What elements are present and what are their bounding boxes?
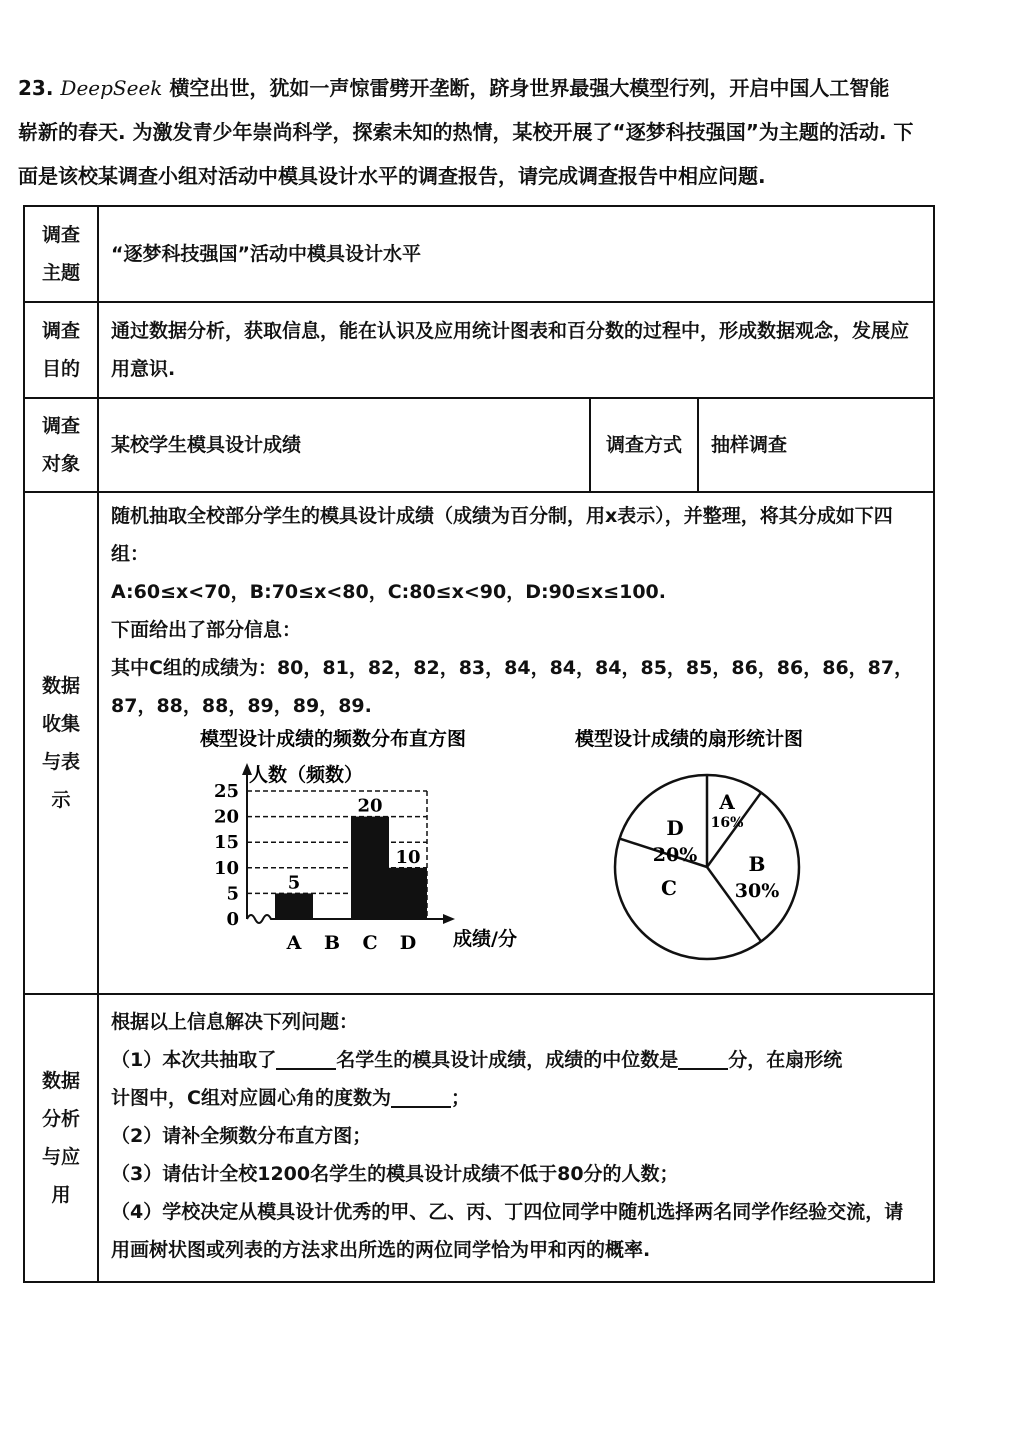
data-label: 数据 收集 与表 示	[24, 492, 98, 994]
intro-line-1	[18, 66, 948, 110]
y-tick-label: 15	[213, 832, 239, 854]
purpose-label: 调查 目的	[24, 302, 98, 398]
pie-slice-percent: 16%	[710, 815, 744, 831]
answer-blank-median[interactable]	[678, 1048, 728, 1070]
question-intro-line: 根据以上信息解决下列问题：	[111, 1011, 359, 1033]
histogram-x-label: 成绩/分	[453, 928, 517, 950]
object-label: 调查 对象	[24, 398, 98, 492]
data-line-3: 下面给出了部分信息：	[111, 619, 302, 641]
x-category-label: A	[286, 932, 302, 954]
data-groups: A:60≤x<70，B:70≤x<80，C:80≤x<90，D:90≤x≤100.	[111, 581, 666, 603]
histogram-y-label: 人数（频数）	[249, 764, 364, 786]
analysis-label: 数据 分析 与应 用	[24, 994, 98, 1282]
x-category-label: C	[362, 932, 378, 954]
row-topic	[24, 206, 934, 302]
pie-slice-label: C	[661, 876, 677, 900]
row-data	[24, 492, 934, 994]
question-1: （1）本次共抽取了 名学生的模具设计成绩，成绩的中位数是 分，在扇形统	[111, 1049, 843, 1071]
data-content	[98, 492, 934, 994]
bar-value-label: 20	[357, 795, 383, 817]
question-1-cont: 计图中，C组对应圆心角的度数为 ；	[111, 1087, 470, 1109]
row-purpose	[24, 302, 934, 398]
object-value: 某校学生模具设计成绩	[98, 398, 590, 492]
question-2: （2）请补全频数分布直方图；	[111, 1125, 372, 1147]
pie-slice-label: B	[748, 852, 766, 876]
pie-title: 模型设计成绩的扇形统计图	[574, 728, 804, 750]
topic-label: 调查 主题	[24, 206, 98, 302]
pie-slice-percent: 30%	[734, 880, 780, 902]
intro-line-3: 面是该校某调查小组对活动中模具设计水平的调查报告，请完成调查报告中相应问题.	[18, 164, 766, 188]
pie-slice-label: A	[719, 790, 735, 814]
axis-break-mark	[247, 915, 275, 923]
answer-blank-angle[interactable]	[391, 1086, 451, 1108]
histogram-title: 模型设计成绩的频数分布直方图	[199, 728, 467, 750]
method-label: 调查方式	[590, 398, 698, 492]
report-table	[23, 205, 935, 1283]
data-line-1: 随机抽取全校部分学生的模具设计成绩（成绩为百分制，用x表示），并整理，将其分成如下四组：	[111, 505, 893, 565]
answer-blank-count[interactable]	[276, 1048, 336, 1070]
bar-value-label: 10	[395, 846, 421, 868]
row-analysis	[24, 994, 934, 1282]
method-value: 抽样调查	[698, 398, 934, 492]
pie-slice-label: D	[666, 816, 684, 840]
analysis-content	[98, 994, 934, 1282]
bar-value-label: 5	[287, 872, 301, 894]
topic-value: “逐梦科技强国”活动中模具设计水平	[98, 206, 934, 302]
histogram-bar	[351, 817, 389, 919]
brand-name: DeepSeek	[60, 76, 163, 100]
y-tick-label: 10	[213, 857, 239, 879]
x-axis-arrow	[443, 914, 455, 924]
question-3: （3）请估计全校1200名学生的模具设计成绩不低于80分的人数；	[111, 1163, 679, 1185]
purpose-value: 通过数据分析，获取信息，能在认识及应用统计图表和百分数的过程中，形成数据观念，发展应用意识.	[98, 302, 934, 398]
intro-line-1-text: 横空出世，犹如一声惊雷劈开垄断，跻身世界最强大模型行列，开启中国人工智能	[169, 76, 890, 100]
y-tick-label: 20	[213, 806, 239, 828]
question-intro	[18, 66, 948, 198]
y-tick-label: 0	[226, 909, 239, 930]
charts-area	[111, 727, 921, 985]
histogram-bar	[389, 868, 427, 919]
y-tick-label: 25	[213, 781, 239, 802]
histogram-bar	[275, 893, 313, 919]
pie-slice-percent: 20%	[652, 844, 698, 866]
question-4: （4）学校决定从模具设计优秀的甲、乙、丙、丁四位同学中随机选择两名同学作经验交流，请用画树状图或列表的方法求出所选的两位同学恰为甲和丙的概率.	[111, 1201, 904, 1261]
y-tick-label: 5	[226, 883, 239, 905]
data-line-4: 其中C组的成绩为：80，81，82，82，83，84，84，84，85，85，86，86，86，87，87，88，88，89，89，89.	[111, 657, 914, 717]
question-number: 23.	[18, 76, 54, 100]
pie-chart	[567, 727, 867, 985]
intro-line-2: 崭新的春天. 为激发青少年崇尚科学，探索未知的热情，某校开展了“逐梦科技强国”为主题的活动. 下	[18, 120, 914, 144]
histogram-chart	[195, 727, 615, 985]
x-category-label: B	[323, 932, 341, 954]
x-category-label: D	[399, 932, 417, 954]
row-object	[24, 398, 934, 492]
